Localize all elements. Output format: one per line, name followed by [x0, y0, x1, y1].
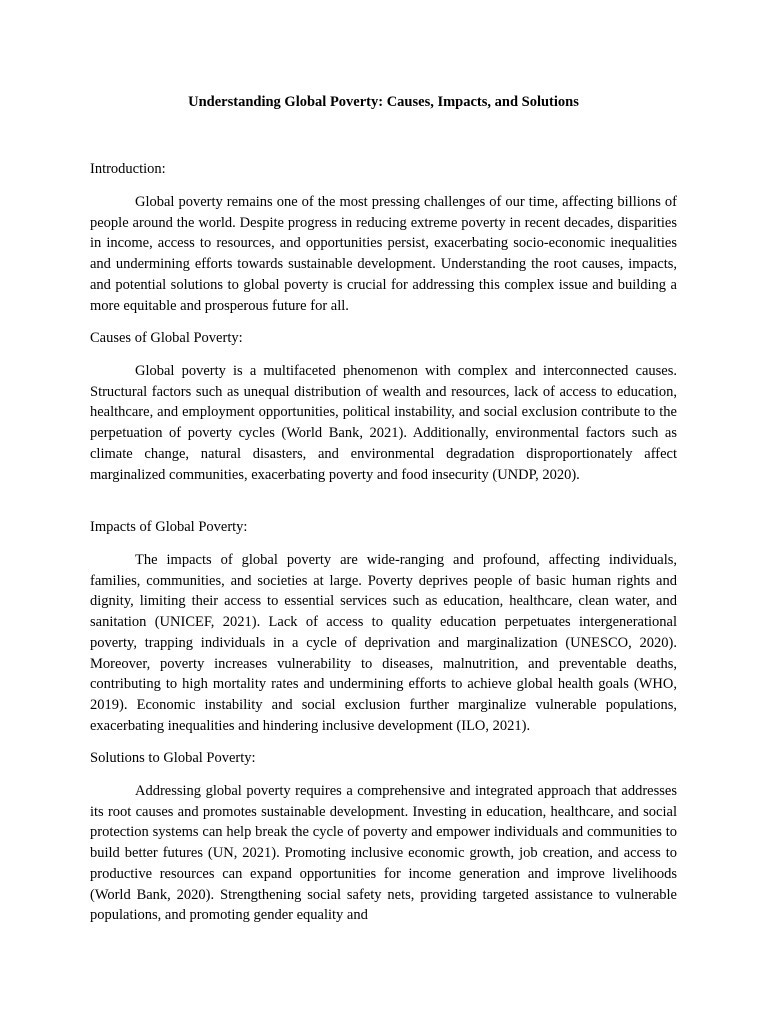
section-paragraph-solutions: Addressing global poverty requires a comprehensive and integrated approach that addresses its root causes and promotes sustainable development. Investing in education, healthcare, and social protection systems can help break the cycle of poverty and empower individuals and communities to build better futures (UN, 2021). Promoting inclusive economic growth, job creation, and access to productive resources can expand opportunities for income generation and improve livelihoods (World Bank, 2020). Strengthening social safety nets, providing targeted assistance to vulnerable populations, and promoting gender equality and — [90, 783, 677, 924]
section-paragraph-introduction: Global poverty remains one of the most pressing challenges of our time, affecting billions of people around the world. Despite progress in reducing extreme poverty in recent decades, disparities in income, access to resources, and opportunities persist, exacerbating socio-economic inequalities and undermining efforts towards sustainable development. Understanding the root causes, impacts, and potential solutions to global poverty is crucial for addressing this complex issue and building a more equitable and prosperous future for all. — [90, 194, 677, 314]
section-heading-introduction: Introduction: — [90, 161, 166, 177]
section-heading-causes: Causes of Global Poverty: — [90, 330, 243, 346]
section-heading-solutions: Solutions to Global Poverty: — [90, 750, 256, 766]
section-paragraph-causes: Global poverty is a multifaceted phenomenon with complex and interconnected causes. Structural factors such as unequal distribution of wealth and resources, lack of access to education, healthcare, and employment opportunities, political instability, and social exclusion contribute to the perpetuation of poverty cycles (World Bank, 2021). Additionally, environmental factors such as climate change, natural disasters, and environmental degradation disproportionately affect marginalized communities, exacerbating poverty and food insecurity (UNDP, 2020). — [90, 363, 677, 483]
section-heading-impacts: Impacts of Global Poverty: — [90, 519, 248, 535]
section-paragraph-impacts: The impacts of global poverty are wide-ranging and profound, affecting individuals, families, communities, and societies at large. Poverty deprives people of basic human rights and dignity, limiting their access to essential services such as education, healthcare, clean water, and sanitation (UNICEF, 2021). Lack of access to quality education perpetuates intergenerational poverty, trapping individuals in a cycle of deprivation and marginalization (UNESCO, 2020). Moreover, poverty increases vulnerability to diseases, malnutrition, and preventable deaths, contributing to high mortality rates and undermining efforts to achieve global health goals (WHO, 2019). Economic instability and social exclusion further marginalize vulnerable populations, exacerbating inequalities and hindering inclusive development (ILO, 2021). — [90, 552, 677, 734]
document-title: Understanding Global Poverty: Causes, Impacts, and Solutions — [188, 94, 579, 110]
